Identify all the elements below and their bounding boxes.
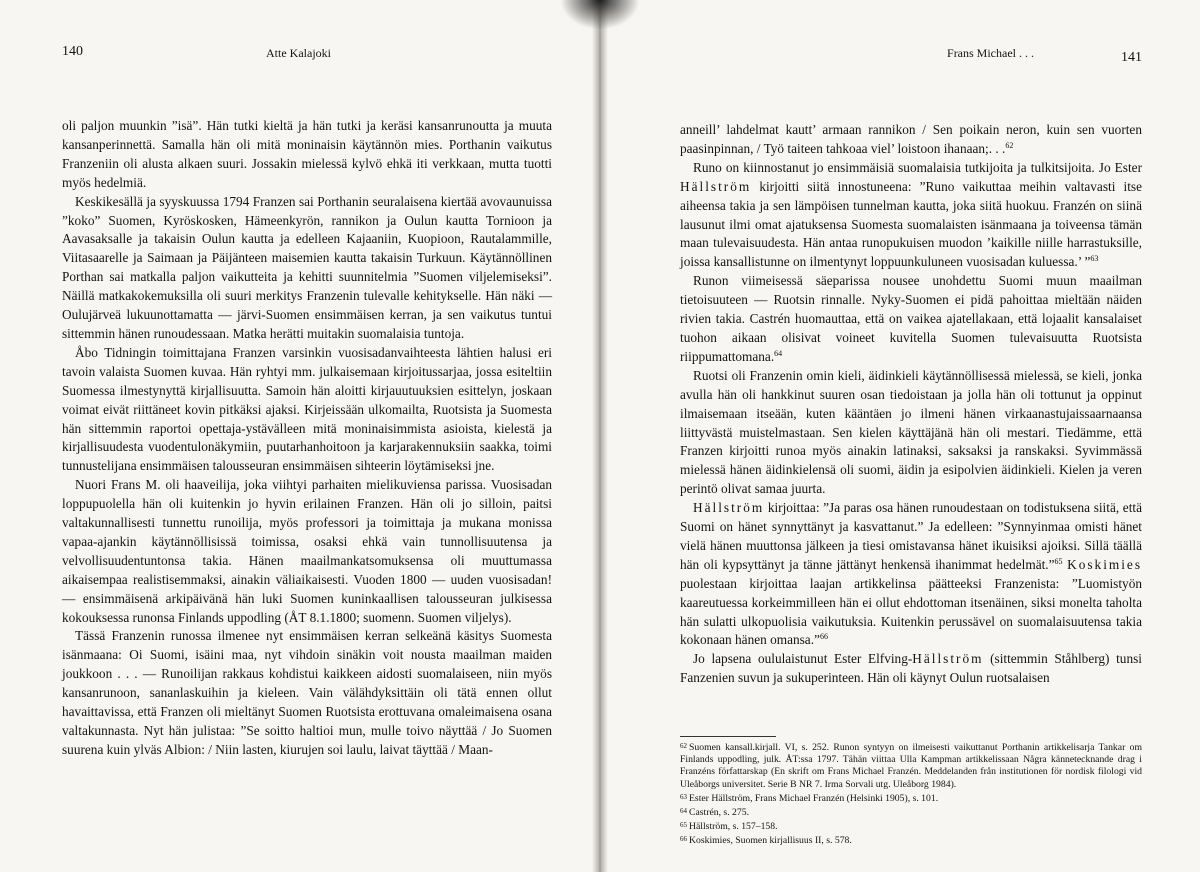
right-page-header — [680, 46, 1142, 66]
paragraph — [680, 650, 1142, 688]
footnote-text: Koskimies, Suomen kirjallisuus II, s. 578. — [689, 835, 852, 847]
footnote-number: 64 — [680, 807, 687, 816]
text-run: kirjoittaa: ”Ja paras osa hänen runoudestaan on todistuksena siitä, että Suomi on hänet synnyttänyt ja kasvattanut.” Ja edelleen: ”Synnyinmaa omisti hänet vielä hänen muuttonsa jälkeen ja tiesi omistavansa hänet ikuisiksi ajoiksi. Sillä täällä hän oli kypsyttänyt ja tänne jättänyt henkensä ihanimmat hedelmät.” — [680, 500, 1142, 572]
paragraph: Tässä Franzenin runossa ilmenee nyt ensimmäisen kerran selkeänä käsitys Suomesta isänmaana: Oi Suomi, isäini maa, nyt vihdoin sinäkin voit nousta maailman maiden joukkoon . . . — Runoilijan rakkaus kohdistui kaikkeen aidosti suomalaiseen, niin myös kansanrunoon, sananlaskuihin ja kieleen. Vain välähdyksittäin oli tätä ennen ollut havaittavissa, että Franzen oli mieltänyt Suomen Ruotsista erottuvana omaleimaisena osana valtakunnasta. Nyt hän julistaa: ”Se soitto haltioi mun, mulle toivo näyttää / Jo Suomen suurena kuin ylväs Albion: / Niin lasten, kiurujen soi laulu, laivat täyttää / Maan- — [62, 628, 552, 757]
footnote-ref: 62 — [1005, 140, 1014, 150]
footnote — [680, 805, 1142, 819]
text-run: puolestaan kirjoittaa laajan artikkelinsa päätteeksi Franzenista: ”Luomistyön kaareutuessa korkeimmilleen hän ei ollut ehdottoman itsenäinen, siksi monelta taholta hän sulatti ulkopuolisia vaikutuksia. Kuitenkin perussävel on suomalaisuutensa takia kokonaan hänen omansa.” — [680, 575, 1142, 648]
footnote — [680, 833, 1142, 847]
footnote-number: 65 — [680, 821, 687, 830]
paragraph — [680, 121, 1142, 159]
page-number: 140 — [62, 44, 83, 59]
footnote-number: 66 — [680, 835, 687, 844]
footnote-text: Castrén, s. 275. — [689, 807, 750, 819]
footnotes — [680, 740, 1142, 848]
text-run: Runo on kiinnostanut jo ensimmäisiä suomalaisia tutkijoita ja tulkitsijoita. Jo Ester — [693, 159, 1142, 175]
running-head: Frans Michael . . . — [947, 46, 1034, 60]
author-name: Hällström — [912, 651, 984, 667]
footnote-number: 62 — [680, 742, 687, 750]
footnote-ref: 63 — [1090, 254, 1099, 264]
text-run: anneill’ lahdelmat kautt’ armaan rannikon / Sen poikain neron, kuin sen vuorten paasinpinnan, / Työ taiteen tahkoaa viel’ loistoon ihanaan;. . . — [680, 122, 1142, 156]
paragraph — [680, 499, 1142, 650]
author-name: Koskimies — [1067, 556, 1143, 572]
left-page-header — [62, 46, 552, 66]
author-name: Hällström — [693, 500, 765, 516]
right-page-body — [680, 121, 1142, 688]
book-gutter — [592, 0, 608, 872]
footnote — [680, 819, 1142, 833]
footnote — [680, 791, 1142, 805]
footnote-ref: 66 — [819, 632, 828, 642]
text-run: Runon viimeisessä säeparissa nousee unohdettu Suomi muun maailman tietoisuuteen — Ruotsin rinnalle. Nyky-Suomen ei pidä pahoittaa mieltään näiden rivien takia. Castrén huomauttaa, että on vaikea ajatellakaan, että lojaalit kansalaiset tuohon aikaan olisivat voineet kuvitella Suomen tulevaisuutta Ruotsista riippumattomana. — [680, 273, 1142, 364]
text-run: (sittemmin Ståhlberg) tunsi Fanzenien suvun ja sukuperinteen. Hän oli käynyt Oulun ruotsalaisen — [680, 651, 1142, 686]
paragraph: Ruotsi oli Franzenin omin kieli, äidinkieli käytännöllisessä mielessä, se kieli, jonka avulla hän oli hankkinut suuren osan tiedoistaan ja jolla hän oli tottunut ja oppinut ilmaisemaan itseään, kuten kääntäen jo ilmeni hänen virkaanastujaissaarnaansa liittyvästä muistelmastaan. Sen kielen käyttäjänä hän oli mestari. Tiedämme, että Franzen kirjoitti runoa myös ainakin latinaksi, saksaksi ja ranskaksi. Syvimmässä mielessä hänen äidinkielensä oli suomi, äidin ja esipolvien äidinkieli. Kielen ja veren perintö olivat samaa juurta. — [680, 367, 1142, 497]
author-name: Hällström — [680, 178, 752, 194]
footnote-text: Suomen kansall.kirjall. VI, s. 252. Runon syntyyn on ilmeisesti vaikuttanut Porthanin artikkelisarja Tankar om Finlands uppodling, julk. ÅT:ssa 1797. Tähän viittaa Ulla Kampman artikkelissaan Några kännetecknande drag i Franzéns författarskap (En skrift om Frans Michael Franzén. Meddelanden från institutionen för nordisk filologi vid Uleåborgs universitet. Serie B NR 7. Irma Sorvali utg. Uleåborg 1984). — [680, 742, 1142, 790]
left-page-body — [62, 117, 552, 760]
paragraph — [680, 272, 1142, 367]
right-page — [602, 0, 1200, 872]
paragraph: Nuori Frans M. oli haaveilija, joka viihtyi parhaiten mielikuviensa parissa. Vuosisadan loppupuolella hän oli kuitenkin jo hyvin erilainen Franzen. Hän oli jo silloin, paitsi valtakunnallisesti tunnettu runoilija, myös professori ja toimittaja ja mukana monissa vapaa-ajankin käytännöllisissä toimissa, osaksi ehkä vain tunnollisuutensa ja velvollisuudentuntonsa takia. Hänen maailmankatsomuksensa oli muuttumassa aikaisempaa realistisemmaksi, ainakin väliaikaisesti. Vuoden 1800 — uuden vuosisadan! — ensimmäisenä arkipäivänä hän luki Suomen kuninkaallisen talousseuran julkisessa kokouksessa runonsa Finlands uppodling (ÅT 8.1.1800; suomenn. Suomen viljelys). — [62, 477, 552, 625]
text-run: Jo lapsena oululaistunut Ester Elfving- — [693, 651, 913, 667]
footnote-text: Hällström, s. 157–158. — [689, 821, 778, 833]
footnote-number: 63 — [680, 792, 687, 801]
spine-shadow — [560, 0, 640, 30]
paragraph: Keskikesällä ja syyskuussa 1794 Franzen sai Porthanin seuralaisena kiertää avovaunuissa ”koko” Suomen, Kyröskosken, Hämeenkyrön, rannikon ja Oulun kautta Tornioon ja Aavasaksalle ja takaisin Oulun kautta ja edelleen Kajaaniin, Kuopioon, Rautalammille, Viitasaarelle ja Saimaan ja Päijänteen maisemien kautta takaisin Turkuun. Käytännöllinen Porthan sai matkalla paljon vaikutteita ja kehitti suunnitelmia ”Suomen viljelemiseksi”. Näillä matkakokemuksilla oli suuri merkitys Franzenin tulevalle kehitykselle. Hän näki — Oulujärveä lukuunottamatta — järvi-Suomen ensimmäisen kerran, ja sen vaikutus tuntui sittemmin hänen runoudessaan. Matka herätti muitakin suomalaisia tuntoja. — [62, 193, 552, 341]
paragraph: Åbo Tidningin toimittajana Franzen varsinkin vuosisadanvaihteesta lähtien halusi eri tavoin valaista Suomen kuvaa. Hän ryhtyi mm. julkaisemaan kirjoitussarjaa, jossa esiteltiin Suomessa ilmestynyttä kirjallisuutta. Samoin hän aloitti kirjauutuuksien esittelyn, joskaan voimat eivät riittäneet kovin pitkäksi ajaksi. Kirjeissään ulkomailta, Ruotsista ja Suomesta hän sittemmin raportoi opettaja-ystävälleen mitä moninaisimmista asioista, kielestä ja kirjallisuudesta vuodentulonäkymiin, puutarhanhoitoon ja karjarakennuksiin saakka, toimi tunnustelijana ensimmäisen talousseuran ensimmäisen sihteerin löytämiseksi jne. — [62, 344, 552, 474]
footnote-ref: 64 — [774, 348, 783, 358]
footnote-text: Ester Hällström, Frans Michael Franzén (Helsinki 1905), s. 101. — [689, 792, 939, 804]
text-run: kirjoitti siitä innostuneena: ”Runo vaikuttaa meihin valtavasti itse aiheensa takia ja sen lämpöisen tunnelman kautta, joka siitä huokuu. Franzén on siinä lausunut ilmi omat ajatuksensa Suomesta suomalaisten isänmaana ja toiveensa tämän maan tulevaisuudesta. Hän antaa runopukuisen muodon ’kaikille niille harrastuksille, joissa kansallistunne on ilmentynyt loppuunkuluneen vuosisadan kuluessa.’ ” — [680, 178, 1142, 270]
paragraph — [680, 159, 1142, 272]
footnote-ref: 65 — [1054, 556, 1063, 566]
page-number: 141 — [1121, 50, 1142, 65]
footnote — [680, 740, 1142, 791]
footnote-divider — [680, 736, 776, 737]
running-head: Atte Kalajoki — [266, 46, 331, 60]
left-page — [0, 0, 598, 872]
paragraph: oli paljon muunkin ”isä”. Hän tutki kieltä ja hän tutki ja keräsi kansanrunoutta ja muuta kansanperinnettä. Samalla hän oli mitä moninaisin käytännön mies. Porthanin vaikutus Franzeniin oli alusta alkaen suuri. Jossakin mielessä kylvö ehkä iti verkkaan, mutta tuotti myös hedelmiä. — [62, 118, 552, 190]
